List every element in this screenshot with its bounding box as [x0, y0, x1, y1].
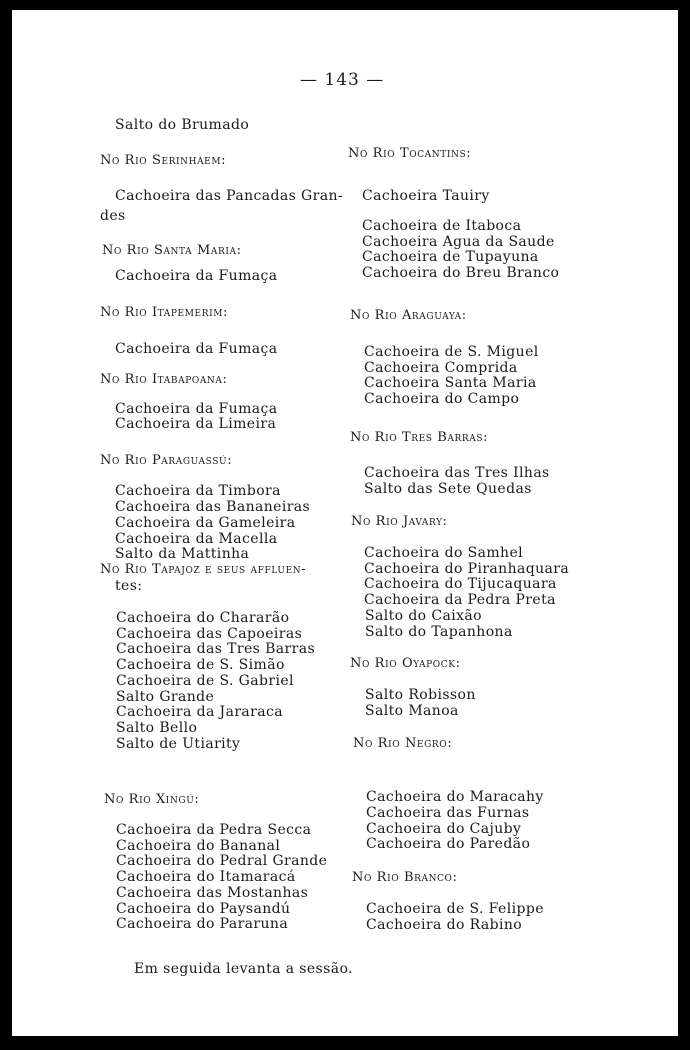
list-item: Cachoeira da Macella — [115, 531, 278, 547]
list-item: Cachoeira de S. Miguel — [364, 344, 539, 360]
section-heading: No Rio Serinhaem: — [100, 153, 227, 168]
list-item: Cachoeira da Limeira — [115, 416, 277, 432]
list-item: Salto de Utiarity — [116, 736, 241, 752]
list-item: Cachoeira do Cajuby — [366, 821, 522, 837]
list-item: Cachoeira da Pedra Secca — [116, 822, 312, 838]
list-item: Cachoeira do Campo — [364, 391, 520, 407]
list-item: Salto Robisson — [365, 687, 476, 703]
list-item: Cachoeira do Chararão — [116, 610, 290, 626]
section-heading: No Rio Araguaya: — [350, 308, 467, 323]
list-item: Cachoeira da Fumaça — [115, 341, 278, 357]
list-item: Cachoeira da Fumaça — [115, 401, 278, 417]
list-item: Cachoeira do Paysandú — [116, 901, 291, 917]
list-item: Cachoeira das Tres Barras — [116, 641, 316, 657]
list-item: des — [100, 208, 126, 224]
section-heading: No Rio Xingú: — [104, 792, 200, 807]
section-heading: No Rio Oyapock: — [350, 656, 461, 671]
section-heading: No Rio Tapajoz e seus affluen- — [100, 562, 307, 577]
list-item: Salto do Caixão — [365, 608, 482, 624]
list-item: Cachoeira da Jararaca — [116, 704, 283, 720]
list-item: Cachoeira das Pancadas Gran- — [115, 188, 343, 204]
closing-line: Em seguida levanta a sessão. — [134, 961, 353, 977]
list-item: Cachoeira do Pedral Grande — [116, 853, 328, 869]
section-heading: No Rio Tocantins: — [348, 146, 472, 161]
section-heading: No Rio Paraguassú: — [100, 453, 233, 468]
list-item: Cachoeira do Itamaracá — [116, 869, 296, 885]
list-item: Salto do Brumado — [115, 117, 250, 133]
list-item: Salto Manoa — [365, 703, 459, 719]
list-item: Cachoeira das Capoeiras — [116, 626, 303, 642]
section-heading: No Rio Itapemerim: — [100, 305, 229, 320]
list-item: Salto do Tapanhona — [365, 624, 513, 640]
list-item: Cachoeira da Fumaça — [115, 268, 278, 284]
list-item: Cachoeira do Bananal — [116, 838, 281, 854]
list-item: Cachoeira do Tijucaquara — [364, 576, 557, 592]
list-item: Cachoeira das Furnas — [366, 805, 530, 821]
section-heading: No Rio Javary: — [351, 514, 448, 529]
list-item: Cachoeira das Bananeiras — [115, 499, 311, 515]
list-item: Cachoeira do Paredão — [366, 836, 531, 852]
list-item: Cachoeira das Tres Ilhas — [364, 465, 550, 481]
document-page — [12, 10, 678, 1036]
section-heading: No Rio Negro: — [353, 736, 453, 751]
section-heading: No Rio Tres Barras: — [350, 430, 489, 445]
list-item: Cachoeira do Rabino — [366, 917, 523, 933]
list-item: Cachoeira Tauiry — [362, 188, 490, 204]
list-item: Cachoeira da Gameleira — [115, 515, 296, 531]
list-item: Cachoeira da Timbora — [115, 483, 281, 499]
list-item: Cachoeira Santa Maria — [364, 375, 537, 391]
list-item: Cachoeira do Piranhaquara — [364, 561, 570, 577]
list-item: Cachoeira de Itaboca — [362, 218, 522, 234]
list-item: Cachoeira do Pararuna — [116, 916, 289, 932]
page-number: — 143 — — [300, 70, 385, 90]
list-item: Salto das Sete Quedas — [364, 481, 532, 497]
list-item: Cachoeira do Samhel — [364, 545, 524, 561]
list-item: Cachoeira de Tupayuna — [362, 249, 539, 265]
list-item: Salto Bello — [116, 720, 198, 736]
list-item: Salto Grande — [116, 689, 215, 705]
list-item: tes: — [115, 578, 143, 594]
list-item: Cachoeira de S. Gabriel — [116, 673, 294, 689]
list-item: Salto da Mattinha — [115, 546, 250, 562]
list-item: Cachoeira de S. Felippe — [366, 901, 544, 917]
list-item: Cachoeira do Breu Branco — [362, 265, 560, 281]
list-item: Cachoeira Comprida — [364, 360, 518, 376]
section-heading: No Rio Branco: — [352, 870, 458, 885]
list-item: Cachoeira da Pedra Preta — [364, 592, 556, 608]
section-heading: No Rio Itabapoana: — [100, 372, 228, 387]
section-heading: No Rio Santa Maria: — [102, 243, 242, 258]
list-item: Cachoeira de S. Simão — [116, 657, 285, 673]
list-item: Cachoeira Agua da Saude — [362, 234, 555, 250]
list-item: Cachoeira das Mostanhas — [116, 885, 309, 901]
list-item: Cachoeira do Maracahy — [366, 789, 544, 805]
